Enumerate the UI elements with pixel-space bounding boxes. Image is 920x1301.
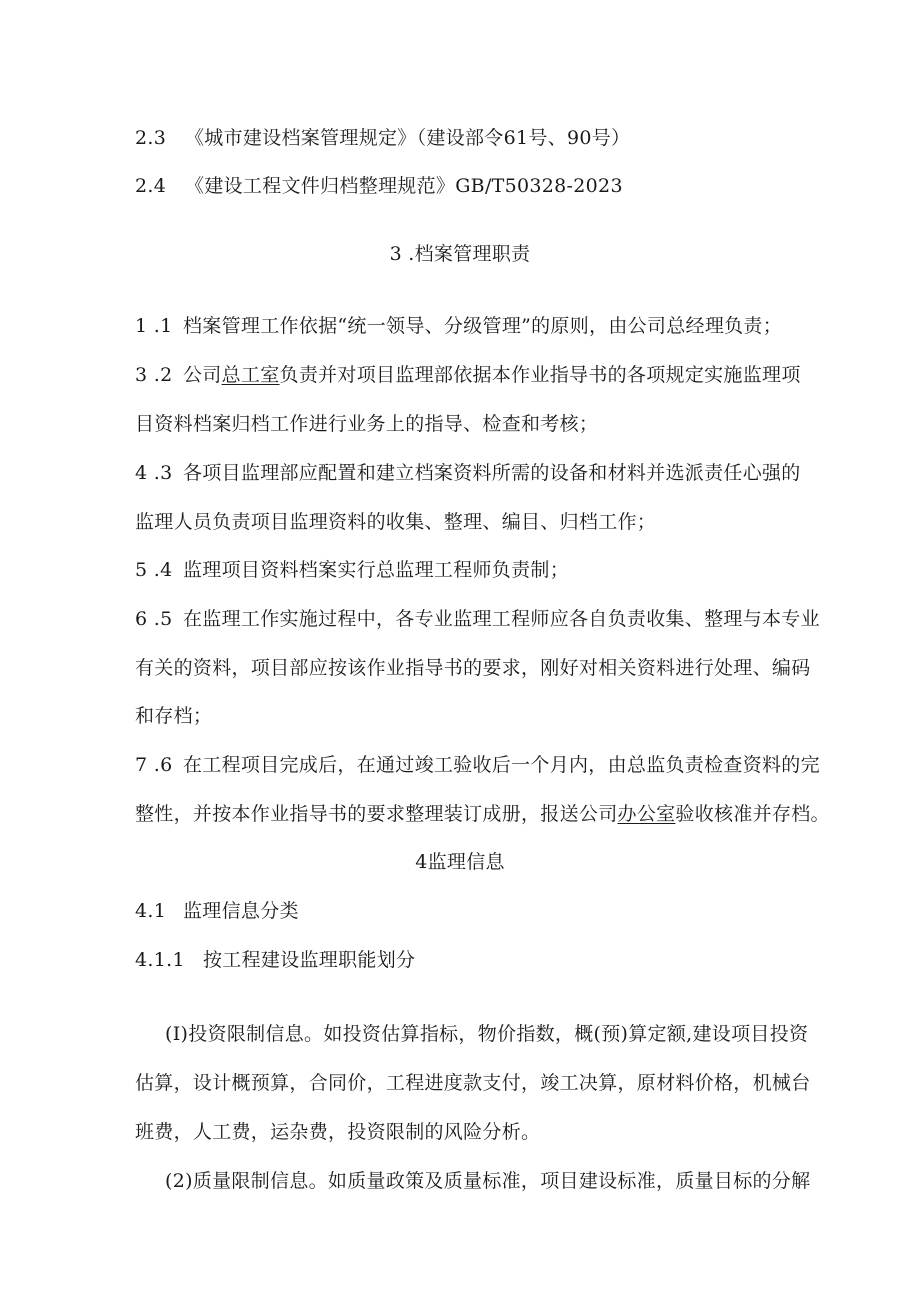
duty-item-5 [135, 607, 820, 631]
info-paragraph-1: (I)投资限制信息。如投资估算指标，物价指数，概(预)算定额,建设项目投资 [165, 1023, 809, 1045]
duty-text-pre: 整性，并按本作业指导书的要求整理装订成册，报送公司 [135, 803, 618, 825]
subsection-number: 4.1 [135, 900, 167, 922]
duty-text: 档案管理工作依据“统一领导、分级管理”的原则，由公司总经理负责； [183, 315, 783, 337]
info-paragraph-1-cont: 估算，设计概预算，合同价，工程进度款支付，竣工决算，原材料价格，机械台 [135, 1072, 811, 1094]
subsection-4-1-1 [135, 948, 415, 972]
info-paragraph-1-cont: 班费，人工费，运杂费，投资限制的风险分析。 [135, 1121, 541, 1143]
subsection-number: 4.1.1 [135, 949, 185, 971]
duty-number: 6 .5 [135, 608, 173, 630]
duty-link-office: 办公室 [617, 803, 676, 825]
duty-text: 在工程项目完成后，在通过竣工验收后一个月内，由总监负责检查资料的完 [183, 754, 820, 776]
ref-item-2-4 [135, 174, 623, 198]
section-title-3: 3 .档案管理职责 [389, 243, 531, 265]
duty-number: 4 .3 [135, 462, 173, 484]
duty-item-3 [135, 461, 801, 485]
ref-number: 2.4 [135, 175, 167, 197]
info-paragraph-2: (2)质量限制信息。如质量政策及质量标准，项目建设标准，质量目标的分解 [165, 1170, 811, 1192]
duty-item-5-cont: 和存档； [135, 705, 213, 727]
duty-text: 各项目监理部应配置和建立档案资料所需的设备和材料并选派责任心强的 [183, 462, 801, 484]
duty-text: 在监理工作实施过程中，各专业监理工程师应各自负责收集、整理与本专业 [183, 608, 820, 630]
duty-item-5-cont: 有关的资料，项目部应按该作业指导书的要求，刚好对相关资料进行处理、编码 [135, 657, 811, 679]
ref-text: 《城市建设档案管理规定》（建设部令61号、90号） [185, 127, 631, 149]
duty-text-post: 验收核准并存档。 [675, 803, 830, 825]
duty-number: 5 .4 [135, 559, 173, 581]
subsection-4-1 [135, 899, 299, 923]
duty-link-chief-engineer-office: 总工室 [221, 364, 280, 386]
ref-text: 《建设工程文件归档整理规范》GB/T50328-2023 [185, 175, 623, 197]
duty-item-4 [135, 558, 569, 582]
duty-text: 监理项目资料档案实行总监理工程师负责制； [183, 559, 570, 581]
duty-text-pre: 公司 [183, 364, 222, 386]
duty-item-3-cont: 监理人员负责项目监理资料的收集、整理、编目、归档工作； [135, 511, 657, 533]
subsection-text: 按工程建设监理职能划分 [203, 949, 416, 971]
duty-number: 7 .6 [135, 754, 173, 776]
ref-item-2-3 [135, 126, 630, 150]
duty-text-post: 负责并对项目监理部依据本作业指导书的各项规定实施监理项 [279, 364, 801, 386]
duty-item-2 [135, 363, 801, 387]
duty-number: 3 .2 [135, 364, 173, 386]
subsection-text: 监理信息分类 [183, 900, 299, 922]
duty-item-6 [135, 753, 820, 777]
duty-item-1 [135, 314, 782, 338]
ref-number: 2.3 [135, 127, 167, 149]
section-title-4: 4监理信息 [415, 851, 505, 873]
duty-item-6-cont [135, 802, 830, 826]
duty-item-2-cont: 目资料档案归档工作进行业务上的指导、检查和考核； [135, 413, 599, 435]
duty-number: 1 .1 [135, 315, 173, 337]
